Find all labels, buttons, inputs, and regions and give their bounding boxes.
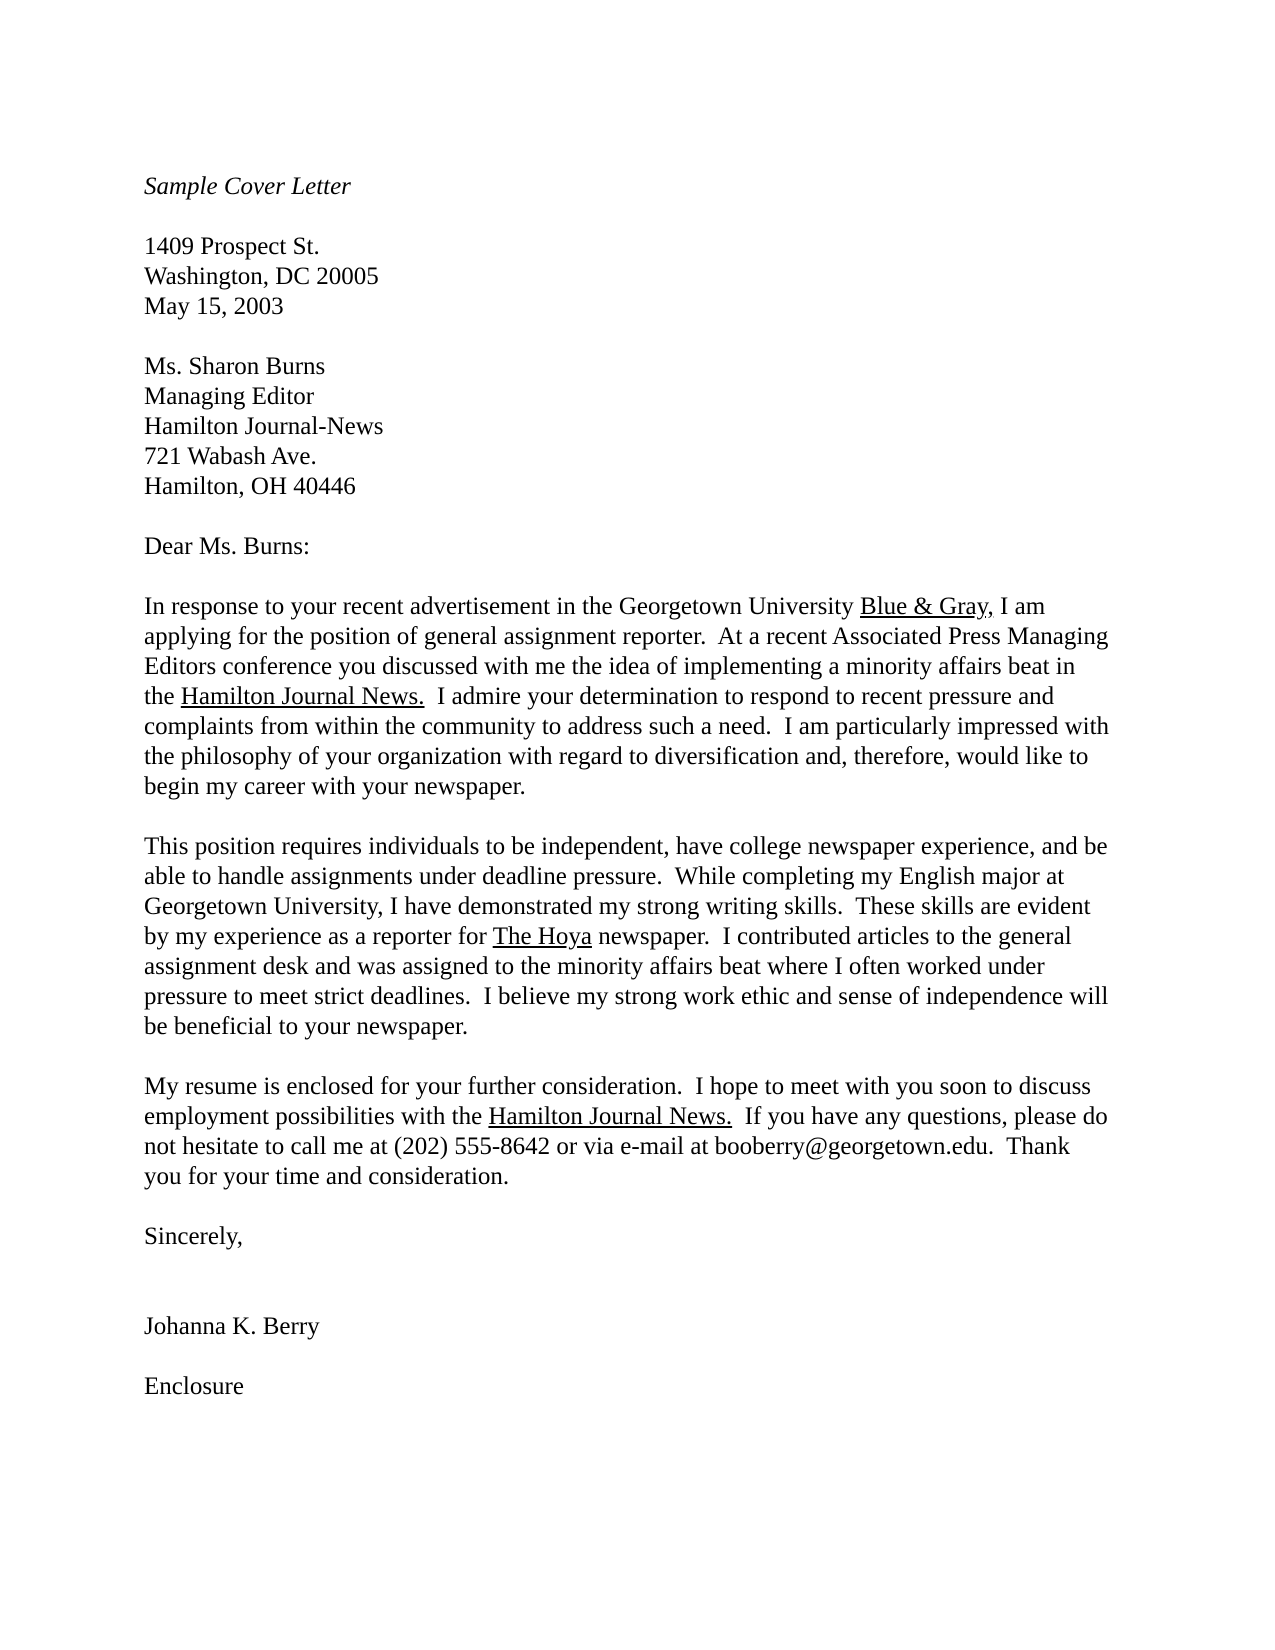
sender-address-line: Washington, DC 20005 — [144, 263, 379, 290]
signature-name: Johanna K. Berry — [144, 1313, 320, 1340]
closing: Sincerely, — [144, 1223, 244, 1250]
recipient-address-line: Ms. Sharon Burns — [144, 353, 326, 380]
underlined-text: Hamilton Journal News. — [180, 683, 425, 710]
salutation: Dear Ms. Burns: — [144, 533, 310, 560]
paragraph-text: This position requires individuals to be independent, have college newspaper experience, and be able to handle assignments under deadline pressure. While completing my English major at Georgetown University, I have demonstrated my strong writing skills. These skills are evident by my experience as a reporter for — [144, 833, 1114, 950]
recipient-address-block — [144, 352, 1110, 502]
sender-address-line: 1409 Prospect St. — [144, 233, 320, 260]
recipient-address-line: Hamilton, OH 40446 — [144, 473, 356, 500]
body-paragraph-3 — [144, 1072, 1114, 1192]
paragraph-text: I am applying for the position of general assignment reporter. At a recent Associated Press Managing Editors conference you discussed with me the idea of implementing a minority affairs beat in the — [144, 593, 1115, 710]
sender-address-block — [144, 232, 1110, 322]
recipient-address-line: Managing Editor — [144, 383, 315, 410]
underlined-text: Blue & Gray, — [860, 593, 994, 620]
underlined-text: Hamilton Journal News. — [488, 1103, 733, 1130]
underlined-text: The Hoya — [492, 923, 592, 950]
paragraph-text: newspaper. I contributed articles to the general assignment desk and was assigned to the minority affairs beat where I often worked under pressure to meet strict deadlines. I believe my strong work ethic and sense of independence will be beneficial to your newspaper. — [144, 923, 1115, 1040]
paragraph-text: I admire your determination to respond to recent pressure and complaints from within the community to address such a need. I am particularly impressed with the philosophy of your organization with regard to diversification and, therefore, would like to begin my career with your newspaper. — [144, 683, 1116, 800]
enclosure-note: Enclosure — [144, 1373, 244, 1400]
recipient-address-line: Hamilton Journal-News — [144, 413, 384, 440]
paragraph-text: If you have any questions, please do not hesitate to call me at (202) 555-8642 or via e-mail at booberry@georgetown.edu. Thank you for your time and consideration. — [144, 1103, 1114, 1190]
body-paragraph-2 — [144, 832, 1115, 1042]
paragraph-text: In response to your recent advertisement in the Georgetown University — [144, 593, 861, 620]
sender-address-line: May 15, 2003 — [144, 293, 284, 320]
body-paragraph-1 — [144, 592, 1116, 802]
paragraph-text: My resume is enclosed for your further consideration. I hope to meet with you soon to discuss employment possibilities with the — [144, 1073, 1098, 1130]
recipient-address-line: 721 Wabash Ave. — [144, 443, 317, 470]
document-title: Sample Cover Letter — [144, 173, 351, 200]
